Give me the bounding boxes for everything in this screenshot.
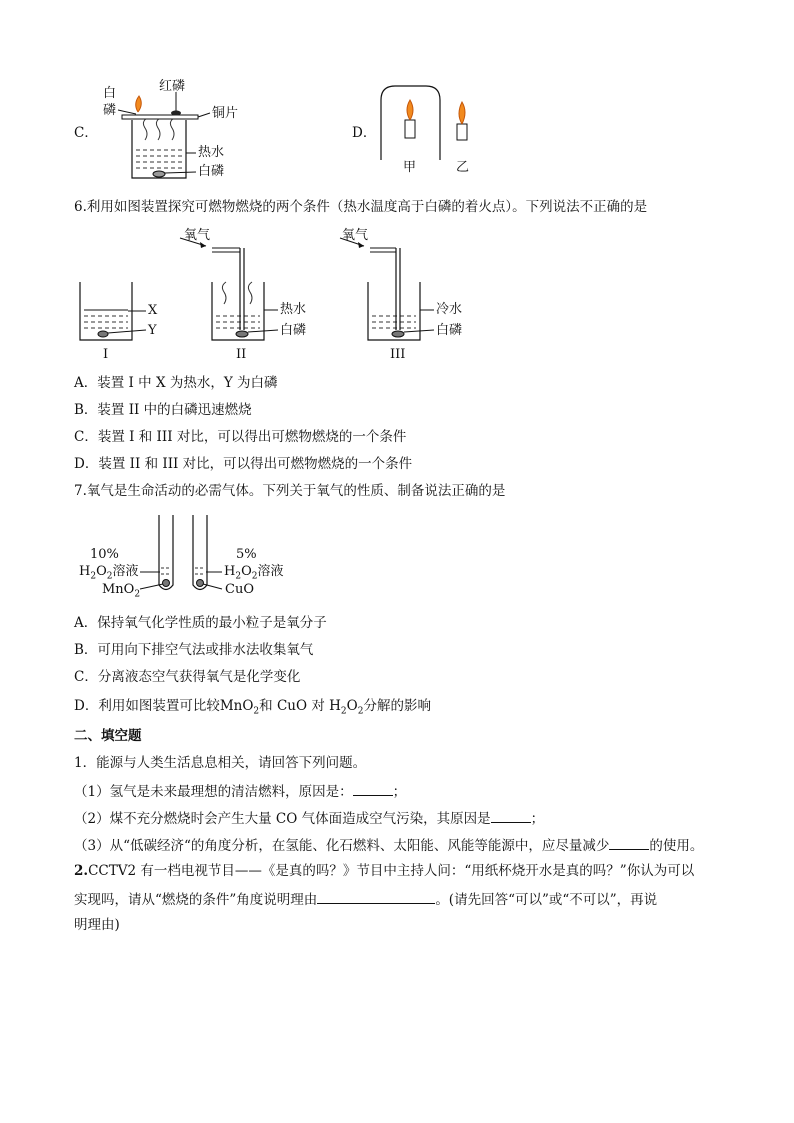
q7-option-d: D．利用如图装置可比较MnO$_2$和 CuO 对 $H_2O_2$分解的影响 bbox=[74, 698, 431, 717]
q7-label-sol-right: $H_2O_2$溶液 bbox=[224, 564, 284, 582]
label-tongpian: 铜片 bbox=[212, 106, 239, 121]
s2-q1-part2: （2）煤不充分燃烧时会产生大量 CO 气体面造成空气污染，其原因是 ； bbox=[74, 808, 544, 828]
q7-label-sol-left: $H_2O_2$溶液 bbox=[79, 564, 139, 582]
label-reshui-c: 热水 bbox=[198, 145, 225, 160]
q7-label-cat-right: CuO bbox=[225, 582, 254, 597]
label-honglin: 红磷 bbox=[159, 79, 186, 94]
q7-stem: 7.氧气是生命活动的必需气体。下列关于氧气的性质、制备说法正确的是 bbox=[74, 483, 506, 499]
q6-label-y: Y bbox=[148, 323, 157, 338]
label-bai: 白 bbox=[103, 86, 117, 101]
s2-q2-line2: 实现吗，请从“燃烧的条件”角度说明理由 。(请先回答“可以”或“不可以”，再说 bbox=[74, 889, 657, 909]
option-d-label: D． bbox=[352, 125, 377, 141]
q6-option-b: B．装置 II 中的白磷迅速燃烧 bbox=[74, 402, 252, 418]
q6-option-a: A．装置 I 中 X 为热水，Y 为白磷 bbox=[74, 375, 278, 391]
q6-label-lengshui: 冷水 bbox=[436, 302, 463, 317]
q7-option-c: C．分离液态空气获得氧气是化学变化 bbox=[74, 669, 301, 685]
q7-label-pct-left: 10% bbox=[90, 547, 119, 562]
q6-label-I: I bbox=[103, 347, 109, 362]
q7-label-cat-left: MnO$_2$ bbox=[102, 582, 141, 600]
label-lin: 磷 bbox=[103, 103, 117, 118]
option-c-label: C． bbox=[74, 125, 98, 141]
label-jia: 甲 bbox=[403, 160, 417, 175]
q6-label-III: III bbox=[390, 347, 406, 362]
q6-label-bailin-1: 白磷 bbox=[280, 323, 307, 338]
s2-q1-stem: 1．能源与人类生活息息相关，请回答下列问题。 bbox=[74, 755, 367, 771]
q6-label-x: X bbox=[148, 303, 158, 318]
q6-stem: 6.利用如图装置探究可燃物燃烧的两个条件（热水温度高于白磷的着火点）。下列说法不正确的是 bbox=[74, 199, 648, 215]
section2-heading: 二、填空题 bbox=[74, 728, 142, 744]
q6-option-d: D．装置 II 和 III 对比，可以得出可燃物燃烧的一个条件 bbox=[74, 456, 413, 472]
q7-option-b: B．可用向下排空气法或排水法收集氧气 bbox=[74, 642, 314, 658]
label-bailin-c: 白磷 bbox=[198, 164, 225, 179]
q6-label-II: II bbox=[236, 347, 247, 362]
s2-q2-line3: 明理由) bbox=[74, 917, 120, 933]
label-yi: 乙 bbox=[456, 160, 470, 175]
s2-q1-part1: （1）氢气是未来最理想的清洁燃料，原因是： ； bbox=[74, 781, 406, 801]
q6-label-oxygen-2: 氧气 bbox=[342, 228, 369, 243]
s2-q2-line1: 2.CCTV2 有一档电视节目——《是真的吗？》节目中主持人问：“用纸杯烧开水是真的吗？”你认为可以 bbox=[74, 863, 695, 879]
q7-label-pct-right: 5% bbox=[236, 547, 257, 562]
s2-q1-part3: （3）从“低碳经济“的角度分析，在氢能、化石燃料、太阳能、风能等能源中，应尽量减少 的使用。 bbox=[74, 835, 703, 855]
q6-label-reshui: 热水 bbox=[280, 302, 307, 317]
q7-option-a: A．保持氧气化学性质的最小粒子是氧分子 bbox=[74, 615, 327, 631]
q6-label-oxygen-1: 氧气 bbox=[184, 228, 211, 243]
q6-label-bailin-2: 白磷 bbox=[436, 323, 463, 338]
q6-option-c: C．装置 I 和 III 对比，可以得出可燃物燃烧的一个条件 bbox=[74, 429, 407, 445]
